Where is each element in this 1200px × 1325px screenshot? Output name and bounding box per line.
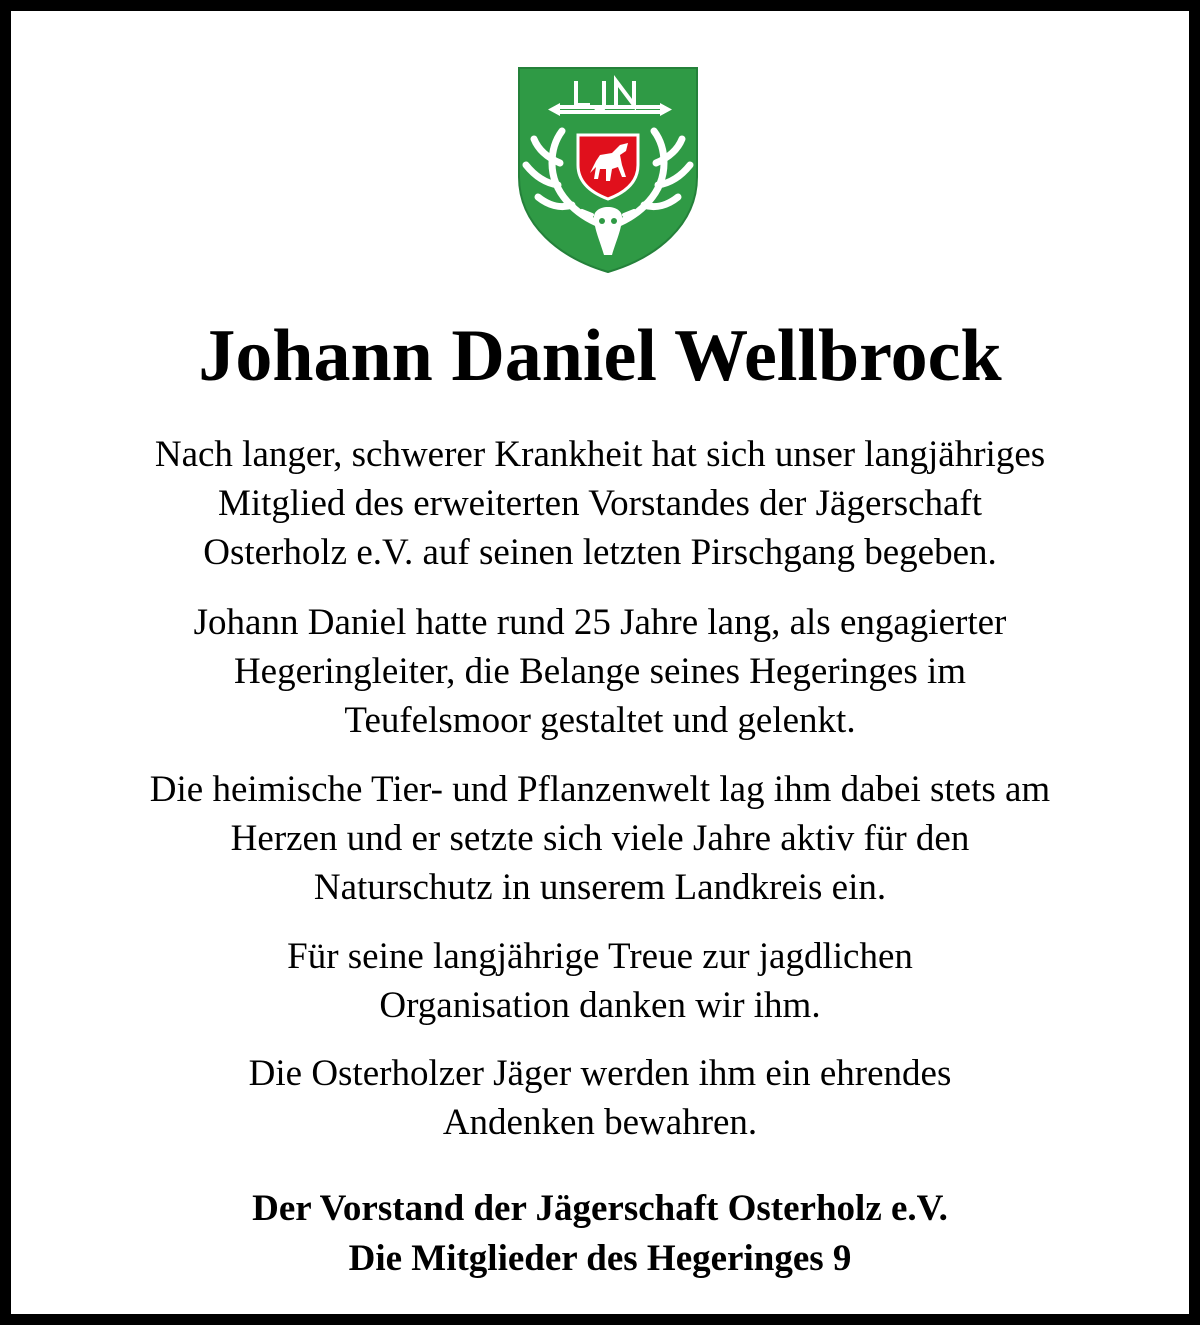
signature-line: Die Mitglieder des Hegeringes 9 <box>348 1238 852 1279</box>
signature-line: Der Vorstand der Jägerschaft Osterholz e.V. <box>252 1188 948 1229</box>
signature-block <box>31 1184 1169 1284</box>
paragraph-line: Andenken bewahren. <box>442 1102 758 1143</box>
paragraph-line: Herzen und er setzte sich viele Jahre aktiv für den <box>230 818 970 859</box>
paragraph-line: Für seine langjährige Treue zur jagdlichen <box>287 936 913 977</box>
paragraph-line: Nach langer, schwerer Krankheit hat sich unser langjähriges <box>154 434 1046 475</box>
emblem-graphic <box>516 65 700 275</box>
paragraph-line: Johann Daniel hatte rund 25 Jahre lang, als engagierter <box>193 602 1007 643</box>
paragraph-4 <box>31 932 1169 1030</box>
paragraph-line: Teufelsmoor gestaltet und gelenkt. <box>344 700 856 741</box>
paragraph-line: Hegeringleiter, die Belange seines Hegeringes im <box>233 651 967 692</box>
hunting-association-emblem-icon <box>516 65 700 275</box>
paragraph-5 <box>31 1049 1169 1147</box>
paragraph-1 <box>31 430 1169 577</box>
paragraph-line: Die Osterholzer Jäger werden ihm ein ehrendes <box>248 1053 952 1094</box>
deceased-name-title: Johann Daniel Wellbrock <box>198 315 1002 397</box>
paragraph-line: Osterholz e.V. auf seinen letzten Pirschgang begeben. <box>203 532 997 573</box>
paragraph-line: Organisation danken wir ihm. <box>379 985 821 1026</box>
paragraph-3 <box>31 765 1169 912</box>
paragraph-line: Mitglied des erweiterten Vorstandes der Jägerschaft <box>217 483 983 524</box>
paragraph-line: Naturschutz in unserem Landkreis ein. <box>313 867 887 908</box>
paragraph-line: Die heimische Tier- und Pflanzenwelt lag ihm dabei stets am <box>149 769 1051 810</box>
paragraph-2 <box>31 598 1169 745</box>
